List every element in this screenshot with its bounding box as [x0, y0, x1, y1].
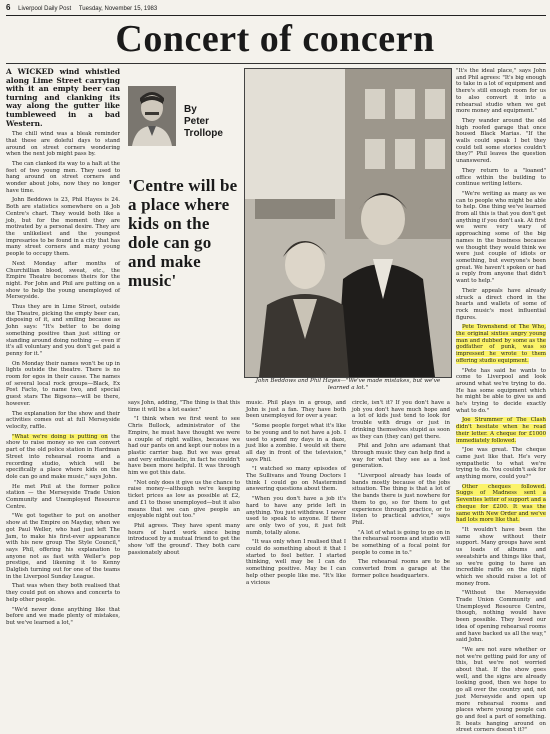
pull-quote: 'Centre will be a place where kids on the dole can go and make music' — [128, 176, 238, 290]
page-number: 6 — [6, 3, 11, 12]
paragraph: "It's the ideal place," says John and Phil agrees: "It's big enough to take in a lot of equipment and there's still enough room for us to also convert it into a rehearsal studio when we get more money and equipment." — [456, 68, 546, 115]
photo-john-and-phil — [245, 69, 451, 377]
lead-paragraph: A WICKED wind whistled along Lime Street carrying with it an empty beer can turning and clanking its way along the gutter like tumbleweed in a bad Western. — [6, 67, 120, 128]
paragraph: says John, adding, "The thing is that this time it will be a lot easier." — [128, 400, 240, 413]
paragraph-text: the show to raise money so we can convert part of the old police station in Hardman Street into rehearsal rooms and a recording studio, which will be specifically a place where kids on the dole can go and make music," says John. — [6, 433, 120, 480]
paragraph: The can clanked its way to a halt at the feet of two young men. They used to hang around on street corners and wonder about jobs, now they no longer have time. — [6, 160, 120, 194]
paragraph: "We're writing as many as we can to people who might be able to help. One thing we've learned from all this is that you don't get anything if you don't ask. At first we were very wary of approaching some of the big names in the business because we thought they would think we were just couple of idiots or something, but everyone's been great. We haven't spoken or had a reply from anyone that didn't want to help." — [456, 190, 546, 285]
paragraph — [456, 417, 546, 444]
paragraph: "When you don't have a job it's hard to have any pride left in anything. You just withdraw. I never used to speak to anyone. If there are only two of you, it just felt numb, totally alone. — [246, 496, 346, 536]
paragraph: That was when they both realised that they could put on shows and concerts to help other people. — [6, 583, 120, 603]
paragraph: They return to a "loaned" office within the building to continue writing letters. — [456, 167, 546, 188]
paragraph: music. Phil plays in a group, and John is just a fan. They have both been unemployed for over a year. — [246, 400, 346, 420]
paragraph: "A lot of what is going to go on in the rehearsal rooms and studio will be something of a focal point for people to come in to." — [352, 529, 450, 556]
paragraph — [456, 484, 546, 524]
highlighted-text: Other cheques followed. Suggs of Madness sent a Seventies letter of support and a cheque for £200. It was the same with New Order and we've had lots more like that. — [456, 483, 546, 524]
paragraph: Their appeals have already struck a direct chord in the hearts and wallets of some of rock music's most influential figures. — [456, 287, 546, 321]
paragraph: They wander around the old high roofed garage that once housed Black Marias. "If the walls could speak I bet they could tell some stories couldn't they?" Phil leaves the question unanswered. — [456, 117, 546, 165]
highlighted-text: Pete Townshend of The Who, the original sixties angry young man and dubbed by some as the godfather of punk, was so impressed he wrote to them offering studio equipment. — [456, 324, 546, 364]
paragraph: John Beddows is 23, Phil Hayes is 24. Both are statistics somewhere on a Job Centre's chart. They would both like a job, but for the moment they are motivated by a personal desire. They are the unlikeliest and the youngest impresarios to be found in a city that has many street corners and many young people to occupy them. — [6, 197, 120, 258]
highlighted-text: Joe Strummer of The Clash didn't hesitate when he read their letter. A cheque for £1000 immediately followed. — [456, 417, 546, 444]
byline — [184, 104, 244, 140]
paragraph: "Joe was great. The cheque came just like that. He's very sympathetic to what we're trying to do. You couldn't ask for anything more, could you?" — [456, 447, 546, 481]
paragraph: "It was only when I realised that I could do something about it that I started to feel better. I started thinking, well may be I can do something positive. May be I can help other people like me. "It's like a vicious — [246, 539, 346, 586]
highlighted-text: "What we're doing is putting on — [12, 433, 108, 440]
paragraph: "We'd never done anything like that before and we made plenty of mistakes, but we've learned a lot," — [6, 606, 120, 626]
paper-name: Liverpool Daily Post — [18, 6, 72, 12]
paragraph: circle, isn't it? If you don't have a job you don't have much hope and a lot of kids just tend to look for trouble with drugs or just in drinking themselves stupid as soon as they can (they can) get there. — [352, 400, 450, 440]
paragraph: Thus they are in Lime Street, outside the Theatre, picking the empty beer can, disposing of it, and smiling because as John says: "It's better to be doing something positive than just sitting or standing around doing nothing — even if it's all voluntary and you don't get paid a penny for it." — [6, 304, 120, 357]
paragraph: "We are not sure whether or not we're getting paid for any of this, but we're not worried about that. If the show goes well, and the signs are already looking good, then we hope to go all over the country and, not just Merseyside and open up more rehearsal rooms and places where young people can go and feel a part of something. It beats hanging around on street corners doesn't it?" — [456, 646, 546, 734]
byline-last-name: Trollope — [184, 128, 223, 139]
paragraph: "Some people forget what it's like to be young and to not have a job. I used to spend my days in a daze, just like a zombie. I would sit there all day in front of the television," says Phil. — [246, 423, 346, 463]
photo-caption: John Beddows and Phil Hayes—"We've made mistakes, but we've learned a lot." — [255, 378, 441, 391]
paragraph: "Liverpool already has loads of bands mostly because of the jobs situation. The thing is that a lot of the bands there is just nowhere for them to go, so for them to get experience through practice, or to listen to practical advice," says Phil. — [352, 473, 450, 526]
paragraph: "It wouldn't have been the same show without their support. Many groups have sent us loads of albums and sweatshirts and things like that, so we're going to have an incredible raffle on the night which we should raise a lot of money from. — [456, 527, 546, 587]
paragraph: "We got together to put on another show at the Empire on Mayday, when we got Paul Weller, who had just left The Jam, to make his first-ever appearance with his new group The Style Council," says Phil, offering his explanation to anyone not as fast with Weller's pop prestige, and likening it to Kenny Dalglish turning out for one of the teams in the Liverpool Sunday League. — [6, 513, 120, 580]
paragraph: "Not only does it give us the chance to raise money—although we're keeping ticket prices as low as possible at £2, and £1 to those unemployed—but it also means that we can give people an enjoyable night out too." — [128, 479, 240, 520]
paragraph: The rehearsal rooms are to be converted from a garage at the former police headquarters. — [352, 559, 450, 579]
column-3 — [246, 400, 346, 586]
headline: Concert of concern — [115, 18, 435, 60]
column-1 — [6, 67, 120, 626]
paragraph: The chill wind was a bleak reminder that these are doleful days to stand around on street corners wondering when the next job might pass by. — [6, 131, 120, 158]
paragraph: Phil agrees. They have spent many hours of hard work since being introduced by a mutual friend to get the show 'off the ground'. They both care passionately about — [128, 522, 240, 556]
author-photo — [128, 86, 176, 146]
paragraph: He met Phil at the former police station — the Merseyside Trade Union Community and Unemployed Resource Centre. — [6, 483, 120, 510]
main-photo — [244, 68, 452, 378]
byline-first-name: Peter — [184, 116, 210, 127]
headline-rule — [6, 63, 546, 64]
paragraph: "I watched so many episodes of The Sullivans and Young Doctors I think I could go on Mastermind answering questions about them. — [246, 466, 346, 493]
paragraph: "I think when we first went to see Chris Bullock, administrator of the Empire, he must have thought we were a couple of right wallies, because we had our pants on and kept our notes in a plastic carrier bag. But we was great and very enthusiastic, in fact he couldn't have been more helpful. It was through him we got this date. — [128, 416, 240, 477]
paragraph: "Pete has said he wants to come to Liverpool and look around what we're trying to do. He has some equipment which he might be able to give us and he's trying to decide exactly what to do." — [456, 367, 546, 414]
column-2 — [128, 400, 240, 556]
masthead — [6, 3, 546, 16]
byline-by: By — [184, 104, 197, 115]
paragraph — [456, 324, 546, 364]
paragraph — [6, 434, 120, 481]
issue-date: Tuesday, November 15, 1983 — [78, 6, 158, 12]
paragraph: On Monday their names won't be up in lights outside the theatre. There is no room for egos in their cause. The names of several local rock groups—Black, Ex Post Facto, to name two, and special guest stars The Bigsons—will be there, however. — [6, 360, 120, 407]
paragraph: "Without the Merseyside Trade Union Community and Unemployed Resource Centre, though, nothing would have been possible. They loved our idea of opening rehearsal rooms and have backed us all the way," said John. — [456, 590, 546, 644]
portrait-image — [128, 86, 176, 146]
column-4 — [352, 400, 450, 579]
paragraph: Phil and John are adamant that through music they can help find a way for what they see as a lost generation. — [352, 443, 450, 470]
column-5 — [456, 68, 546, 734]
paragraph: Next Monday after months of Churchillian blood, sweat, etc., the Empire Theatre becomes theirs for the night. For John and Phil are putting on a show to help the young unemployed of Merseyside. — [6, 260, 120, 301]
paragraph: The explanation for the show and their activities comes out at full Merseyside velocity, raffle. — [6, 410, 120, 430]
